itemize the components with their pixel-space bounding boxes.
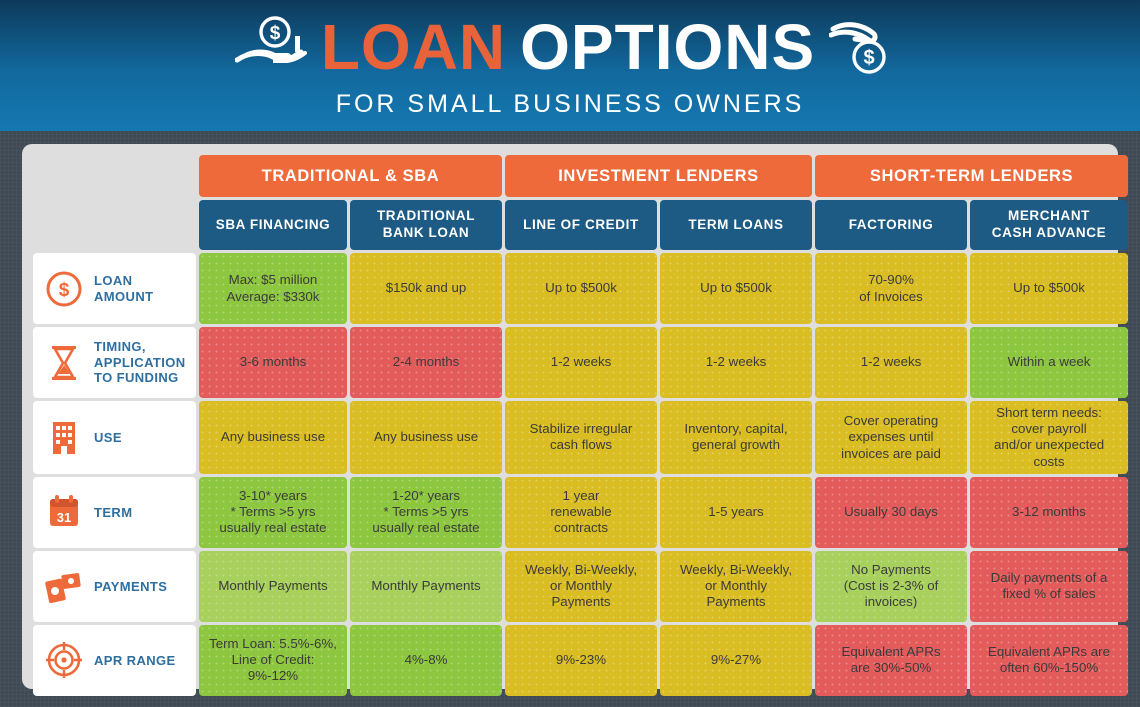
row-header-payments (33, 551, 196, 622)
cell-timing-term-loans: 1-2 weeks (660, 327, 812, 398)
column-factoring-label: FACTORING (848, 216, 934, 232)
svg-text:$: $ (58, 279, 70, 301)
column-factoring (815, 200, 967, 250)
money-cards-icon (43, 565, 85, 607)
column-traditional-bank-loan (350, 200, 502, 250)
row-header-use (33, 401, 196, 474)
cell-timing-sba: 3-6 months (199, 327, 347, 398)
cell-timing-loc: 1-2 weeks (505, 327, 657, 398)
cell-loan-amount-term-loans: Up to $500k (660, 253, 812, 324)
building-icon (43, 416, 85, 458)
corner-cell-2 (33, 200, 196, 250)
row-label-loan-amount (94, 273, 153, 304)
cell-use-term-loans: Inventory, capital, general growth (660, 401, 812, 474)
cell-apr-mca: Equivalent APRs are often 60%-150% (970, 625, 1128, 696)
row-label-timing: TIMING, APPLICATION TO FUNDING (94, 339, 186, 386)
cell-term-traditional: 1-20* years * Terms >5 yrs usually real estate (350, 477, 502, 548)
row-label-use: USE (94, 429, 122, 445)
cell-use-traditional: Any business use (350, 401, 502, 474)
svg-text:$: $ (269, 22, 281, 44)
cell-apr-traditional: 4%-8% (350, 625, 502, 696)
cell-use-factoring: Cover operating expenses until invoices are paid (815, 401, 967, 474)
row-header-loan-amount (33, 253, 196, 324)
column-merchant-cash-advance (970, 200, 1128, 250)
calendar-31-icon (43, 491, 85, 533)
category-traditional-sba: TRADITIONAL & SBA (199, 155, 502, 197)
row-header-term (33, 477, 196, 548)
category-short-term-lenders: SHORT-TERM LENDERS (815, 155, 1128, 197)
loan-comparison-table (30, 152, 1131, 699)
column-sba-financing (199, 200, 347, 250)
target-icon (43, 639, 85, 681)
cell-loan-amount-sba: Max: $5 million Average: $330k (199, 253, 347, 324)
column-line-of-credit (505, 200, 657, 250)
cell-payments-loc: Weekly, Bi-Weekly, or Monthly Payments (505, 551, 657, 622)
cell-term-loc: 1 year renewable contracts (505, 477, 657, 548)
table-row (33, 477, 1128, 548)
title-row (235, 13, 905, 82)
corner-cell (33, 155, 196, 197)
header-subtitle: FOR SMALL BUSINESS OWNERS (335, 89, 805, 118)
svg-text:31: 31 (56, 510, 72, 526)
title-loan: LOAN (320, 11, 507, 83)
cell-loan-amount-mca: Up to $500k (970, 253, 1128, 324)
dollar-circle-icon (43, 268, 85, 310)
row-header-apr-range (33, 625, 196, 696)
column-line-of-credit-label: LINE OF CREDIT (523, 216, 639, 232)
column-header-row (33, 200, 1128, 250)
row-label-line-1: LOAN (94, 272, 133, 288)
cell-use-mca: Short term needs: cover payroll and/or unexpected costs (970, 401, 1128, 474)
cell-loan-amount-factoring: 70-90% of Invoices (815, 253, 967, 324)
cell-payments-mca: Daily payments of a fixed % of sales (970, 551, 1128, 622)
category-investment-lenders: INVESTMENT LENDERS (505, 155, 812, 197)
column-merchant-cash-advance-label-1: MERCHANT (1007, 208, 1091, 224)
row-header-timing (33, 327, 196, 398)
cell-payments-traditional: Monthly Payments (350, 551, 502, 622)
row-label-line-2: AMOUNT (94, 288, 154, 304)
cell-use-sba: Any business use (199, 401, 347, 474)
cell-apr-term-loans: 9%-27% (660, 625, 812, 696)
cell-term-term-loans: 1-5 years (660, 477, 812, 548)
cell-timing-traditional: 2-4 months (350, 327, 502, 398)
hand-holding-money-icon (235, 14, 307, 81)
hourglass-icon (43, 342, 85, 384)
cell-loan-amount-loc: Up to $500k (505, 253, 657, 324)
cell-apr-sba: Term Loan: 5.5%-6%, Line of Credit: 9%-12% (199, 625, 347, 696)
svg-text:$: $ (863, 46, 875, 69)
cell-payments-sba: Monthly Payments (199, 551, 347, 622)
row-label-payments: PAYMENTS (94, 578, 168, 594)
cell-term-mca: 3-12 months (970, 477, 1128, 548)
cell-loan-amount-traditional: $150k and up (350, 253, 502, 324)
cell-payments-term-loans: Weekly, Bi-Weekly, or Monthly Payments (660, 551, 812, 622)
column-term-loans (660, 200, 812, 250)
cell-apr-loc: 9%-23% (505, 625, 657, 696)
column-traditional-bank-loan-label-1: TRADITIONAL (376, 208, 476, 224)
category-header-row (33, 155, 1128, 197)
hand-giving-coin-icon (829, 13, 905, 82)
header-banner (0, 0, 1140, 131)
title-options: OPTIONS (520, 11, 816, 83)
table-row (33, 327, 1128, 398)
cell-payments-factoring: No Payments (Cost is 2-3% of invoices) (815, 551, 967, 622)
comparison-table-container (22, 144, 1118, 689)
cell-term-sba: 3-10* years * Terms >5 yrs usually real estate (199, 477, 347, 548)
table-row (33, 625, 1128, 696)
cell-timing-factoring: 1-2 weeks (815, 327, 967, 398)
row-label-term: TERM (94, 504, 133, 520)
cell-term-factoring: Usually 30 days (815, 477, 967, 548)
column-sba-financing-label: SBA FINANCING (215, 216, 331, 232)
column-merchant-cash-advance-label-2: CASH ADVANCE (991, 225, 1107, 240)
table-row (33, 551, 1128, 622)
table-row (33, 401, 1128, 474)
row-label-apr-range: APR RANGE (94, 652, 176, 668)
cell-apr-factoring: Equivalent APRs are 30%-50% (815, 625, 967, 696)
column-term-loans-label: TERM LOANS (688, 216, 784, 232)
column-traditional-bank-loan-label-2: BANK LOAN (382, 225, 470, 240)
cell-use-loc: Stabilize irregular cash flows (505, 401, 657, 474)
cell-timing-mca: Within a week (970, 327, 1128, 398)
table-row (33, 253, 1128, 324)
